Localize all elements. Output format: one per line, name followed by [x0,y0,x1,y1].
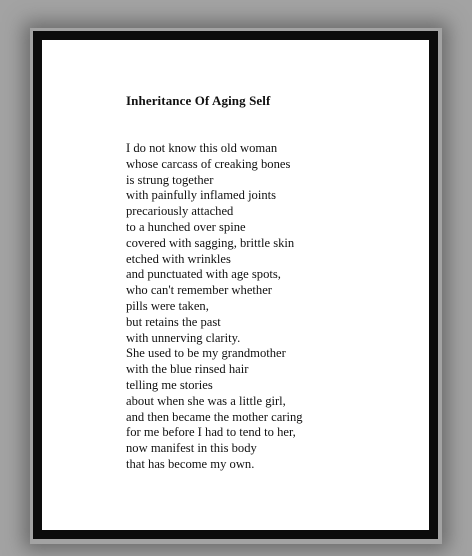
poem-line: with unnerving clarity. [126,330,241,345]
poem [126,93,426,473]
poem-line: whose carcass of creaking bones [126,156,291,171]
poem-line: precariously attached [126,204,234,219]
poem-line: I do not know this old woman [126,141,278,155]
poem-line: pills were taken, [126,298,209,313]
poem-line: etched with wrinkles [126,251,231,266]
poem-line: but retains the past [126,314,221,329]
poem-line: and then became the mother caring [126,409,303,424]
poem-line: now manifest in this body [126,441,257,456]
picture-frame [33,31,438,539]
poem-line: with painfully inflamed joints [126,188,277,203]
poem-line: to a hunched over spine [126,219,246,234]
poem-page [42,40,429,530]
poem-line: for me before I had to tend to her, [126,425,296,440]
poem-line: about when she was a little girl, [126,393,286,408]
poem-line: She used to be my grandmother [126,346,286,361]
poem-line: is strung together [126,172,214,187]
poem-line: with the blue rinsed hair [126,362,249,377]
poem-line: telling me stories [126,377,213,392]
poem-line: covered with sagging, brittle skin [126,235,295,250]
poem-title: Inheritance Of Aging Self [126,93,271,108]
poem-body [126,141,426,473]
poem-line: that has become my own. [126,456,255,471]
poem-line: who can't remember whether [126,283,272,298]
poem-line: and punctuated with age spots, [126,267,281,282]
